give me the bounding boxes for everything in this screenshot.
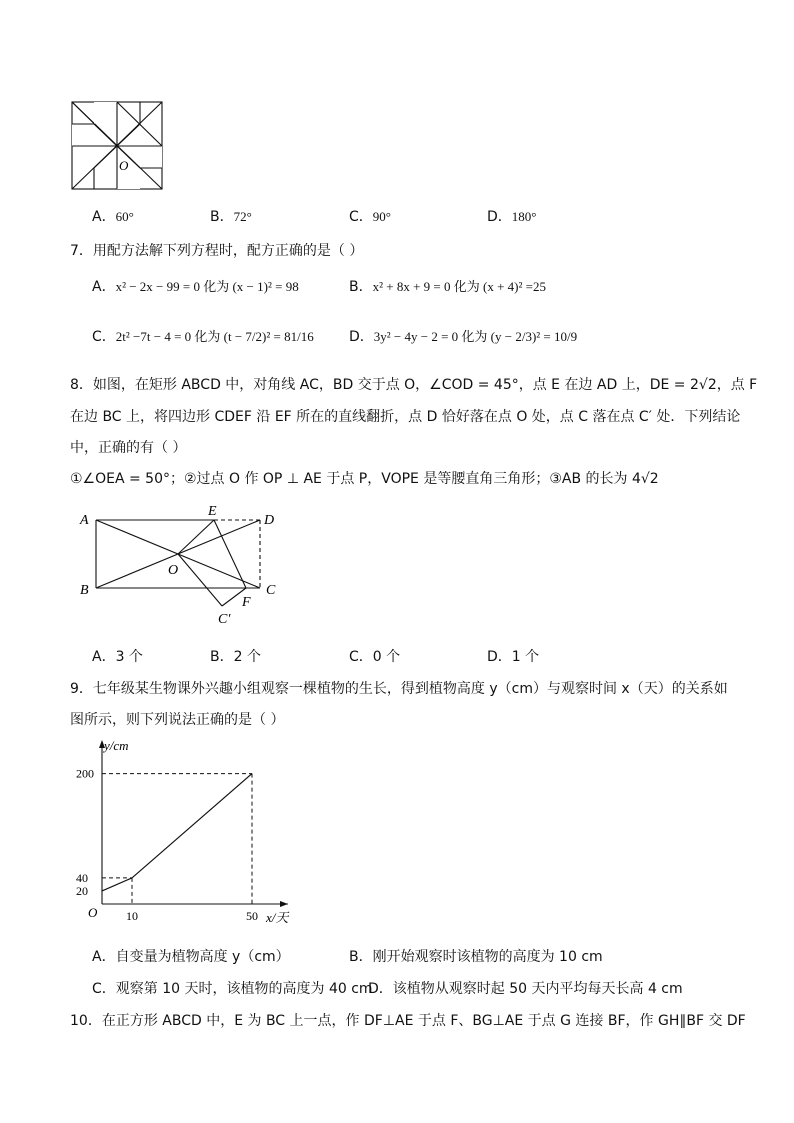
- option-letter: B．: [349, 279, 373, 295]
- point-label-a: A: [80, 513, 89, 528]
- q9-option-d[interactable]: [368, 978, 683, 998]
- option-letter: D．: [368, 981, 393, 997]
- q8-statements: ①∠OEA = 50°；②过点 O 作 OP ⊥ AE 于点 P，VOPE 是等腰直角三角形；③AB 的长为 4√2: [70, 471, 659, 487]
- option-letter: C．: [92, 329, 116, 345]
- origin-label: O: [88, 905, 98, 920]
- option-text: 该植物从观察时起 50 天内平均每天长高 4 cm: [392, 981, 683, 997]
- point-label-c: C: [266, 583, 276, 598]
- growth-chart: [70, 736, 300, 926]
- option-letter: D．: [349, 329, 374, 345]
- q9-stem-line1: 9．七年级某生物课外兴趣小组观察一棵植物的生长，得到植物高度 y（cm）与观察时间 x（天）的关系如: [70, 681, 728, 697]
- x-axis-label: x/天: [266, 910, 289, 925]
- q8-stem-line2: 在边 BC 上，将四边形 CDEF 沿 EF 所在的直线翻折，点 D 恰好落在点 O 处，点 C 落在点 C′ 处．下列结论: [70, 409, 741, 425]
- x-tick-label: 50: [246, 909, 258, 923]
- option-letter: A．: [92, 279, 116, 295]
- q9-option-a[interactable]: [92, 946, 290, 966]
- option-text: 3 个: [115, 649, 143, 665]
- option-text: x² − 2x − 99 = 0 化为 (x − 1)² = 98: [115, 279, 299, 294]
- q6-option-b[interactable]: [210, 206, 252, 226]
- point-label-o: O: [168, 563, 179, 578]
- y-tick-label: 40: [76, 870, 88, 885]
- option-letter: D．: [487, 649, 512, 665]
- x-axis-arrow: [280, 901, 288, 907]
- option-text: 180°: [511, 209, 537, 224]
- pinwheel-center-label: O: [119, 158, 129, 173]
- q9-stem-line2: 图所示，则下列说法正确的是（ ）: [70, 712, 285, 728]
- option-text: 90°: [372, 209, 391, 224]
- q7-option-b[interactable]: [349, 276, 546, 296]
- option-letter: C．: [92, 981, 116, 997]
- option-text: 72°: [233, 209, 252, 224]
- q8-option-b[interactable]: [210, 646, 261, 666]
- option-letter: C．: [349, 209, 373, 225]
- option-text: 观察第 10 天时，该植物的高度为 40 cm: [115, 981, 373, 997]
- point-label-b: B: [80, 583, 89, 598]
- x-tick-label: 10: [126, 909, 138, 923]
- y-axis-label: y/cm: [104, 738, 129, 753]
- q10-stem-line1: 10．在正方形 ABCD 中，E 为 BC 上一点，作 DF⊥AE 于点 F、BG⊥AE 于点 G 连接 BF，作 GH∥BF 交 DF: [70, 1013, 746, 1029]
- q6-option-c[interactable]: [349, 206, 391, 226]
- rectangle-fold-figure: [74, 506, 284, 632]
- q7-option-a[interactable]: [92, 276, 299, 296]
- series-line-0: [102, 774, 252, 891]
- point-label-f: F: [242, 595, 251, 610]
- option-letter: A．: [92, 649, 116, 665]
- q8-option-d[interactable]: [487, 646, 539, 666]
- point-label-c-prime: C′: [218, 612, 231, 627]
- q8-stem-line3: 中，正确的有（ ）: [70, 440, 187, 456]
- option-letter: B．: [210, 209, 234, 225]
- point-label-d: D: [264, 513, 275, 528]
- option-text: 0 个: [372, 649, 401, 665]
- option-letter: A．: [92, 949, 116, 965]
- option-text: 2 个: [233, 649, 261, 665]
- point-label-e: E: [208, 506, 217, 519]
- q7-option-c[interactable]: [92, 326, 314, 346]
- option-text: x² + 8x + 9 = 0 化为 (x + 4)² =25: [372, 279, 546, 294]
- pinwheel-figure: [70, 100, 166, 192]
- y-tick-label: 200: [76, 766, 94, 781]
- option-text: 刚开始观察时该植物的高度为 10 cm: [372, 949, 603, 965]
- q7-option-d[interactable]: [349, 326, 577, 346]
- q8-stem-line1: 8．如图，在矩形 ABCD 中，对角线 AC，BD 交于点 O，∠COD = 45°，点 E 在边 AD 上，DE = 2√2，点 F: [70, 377, 758, 393]
- q8-option-c[interactable]: [349, 646, 400, 666]
- option-text: 1 个: [511, 649, 540, 665]
- option-letter: C．: [349, 649, 373, 665]
- option-letter: A．: [92, 209, 116, 225]
- option-letter: B．: [210, 649, 234, 665]
- q8-option-a[interactable]: [92, 646, 143, 666]
- option-text: 3y² − 4y − 2 = 0 化为 (y − 2/3)² = 10/9: [373, 329, 578, 344]
- option-letter: D．: [487, 209, 512, 225]
- q9-option-c[interactable]: [92, 978, 373, 998]
- q6-option-a[interactable]: [92, 206, 134, 226]
- option-text: 2t² −7t − 4 = 0 化为 (t − 7/2)² = 81/16: [115, 329, 314, 344]
- q9-option-b[interactable]: [349, 946, 603, 966]
- option-text: 60°: [115, 209, 134, 224]
- y-tick-label: 20: [76, 883, 88, 898]
- q6-option-d[interactable]: [487, 206, 536, 226]
- option-letter: B．: [349, 949, 373, 965]
- q7-stem: 7．用配方法解下列方程时，配方正确的是（ ）: [70, 243, 364, 259]
- option-text: 自变量为植物高度 y（cm）: [115, 949, 290, 965]
